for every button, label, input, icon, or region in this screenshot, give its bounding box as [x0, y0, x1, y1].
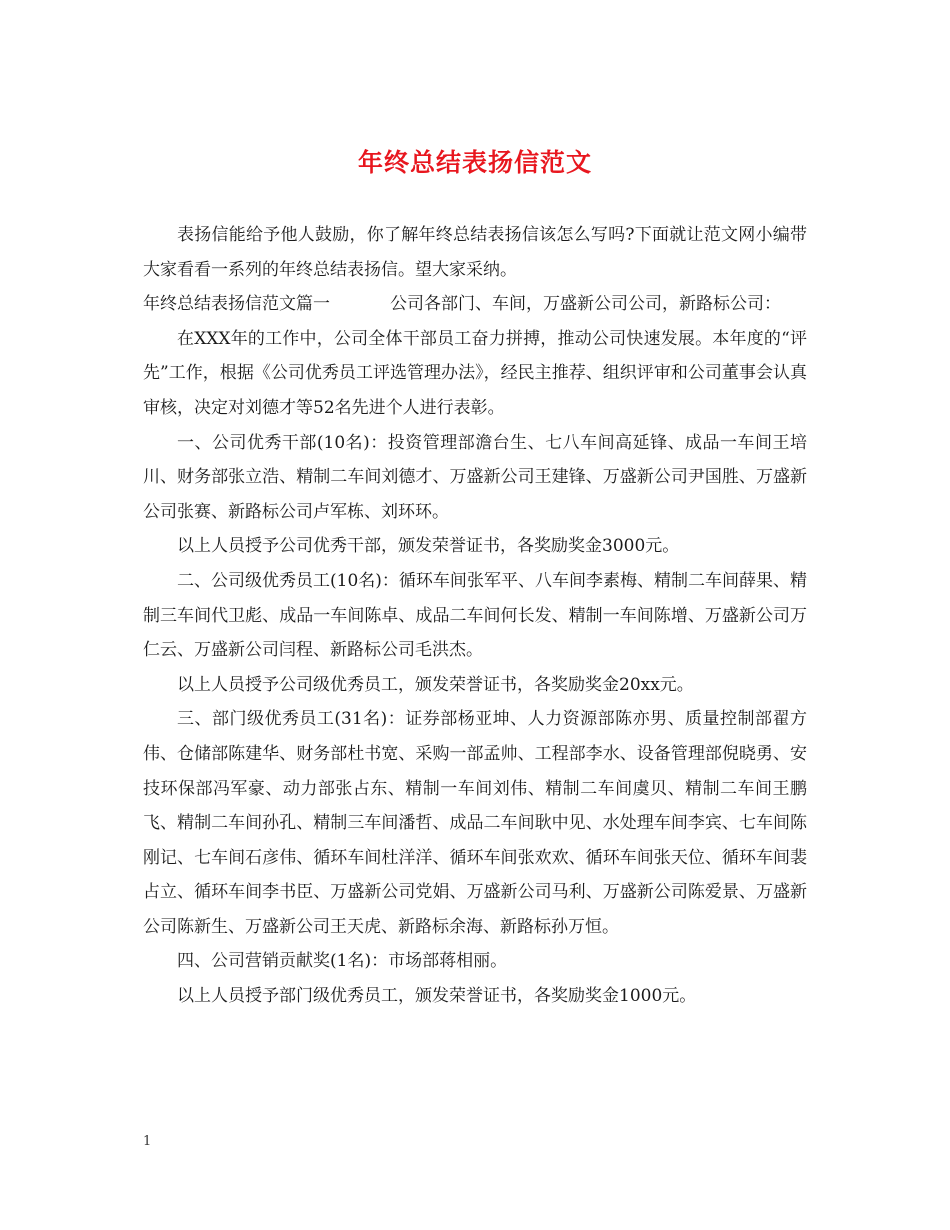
section-heading-line	[143, 287, 807, 322]
paragraph-cadres-reward: 以上人员授予公司优秀干部，颁发荣誉证书，各奖励奖金3000元。	[177, 536, 680, 557]
page-number: 1	[143, 1134, 152, 1149]
document-title: 年终总结表扬信范文	[357, 148, 592, 177]
document-body	[143, 218, 807, 1014]
paragraph-dept-staff-list: 三、部门级优秀员工(31名)：证券部杨亚坤、人力资源部陈亦男、质量控制部翟方伟、仓储部陈建华、财务部杜书宽、采购一部孟帅、工程部李水、设备管理部倪晓勇、安技环保部冯军豪、动力部张占东、精制一车间刘伟、精制二车间虞贝、精制二车间王鹏飞、精制二车间孙孔、精制三车间潘哲、成品二车间耿中见、水处理车间李宾、七车间陈刚记、七车间石彦伟、循环车间杜洋洋、循环车间张欢欢、循环车间张天位、循环车间裴占立、循环车间李书臣、万盛新公司党娟、万盛新公司马利、万盛新公司陈爱景、万盛新公司陈新生、万盛新公司王天虎、新路标余海、新路标孙万恒。	[143, 709, 807, 937]
intro-paragraph: 表扬信能给予他人鼓励，你了解年终总结表扬信该怎么写吗?下面就让范文网小编带大家看看一系列的年终总结表扬信。望大家采纳。	[143, 225, 807, 280]
salutation: 公司各部门、车间，万盛新公司公司，新路标公司：	[390, 294, 781, 315]
paragraph-company-staff-list: 二、公司级优秀员工(10名)：循环车间张军平、八车间李素梅、精制二车间薛果、精制三车间代卫彪、成品一车间陈卓、成品二车间何长发、精制一车间陈增、万盛新公司万仁云、万盛新公司闫程、新路标公司毛洪杰。	[143, 570, 807, 661]
paragraph-dept-staff-reward: 以上人员授予部门级优秀员工，颁发荣誉证书，各奖励奖金1000元。	[177, 986, 697, 1007]
paragraph-decision: 在XXX年的工作中，公司全体干部员工奋力拼搏，推动公司快速发展。本年度的“评先”工作，根据《公司优秀员工评选管理办法》，经民主推荐、组织评审和公司董事会认真审核，决定对刘德才等52名先进个人进行表彰。	[143, 328, 807, 418]
paragraph-company-staff-reward: 以上人员授予公司级优秀员工，颁发荣誉证书，各奖励奖金20xx元。	[177, 674, 694, 695]
paragraph-cadres-list: 一、公司优秀干部(10名)：投资管理部澹台生、七八车间高延锋、成品一车间王培川、财务部张立浩、精制二车间刘德才、万盛新公司王建锋、万盛新公司尹国胜、万盛新公司张赛、新路标公司卢军栋、刘环环。	[143, 432, 807, 522]
paragraph-marketing-award: 四、公司营销贡献奖(1名)：市场部蒋相丽。	[177, 951, 508, 972]
section-heading: 年终总结表扬信范文篇一	[143, 294, 330, 315]
